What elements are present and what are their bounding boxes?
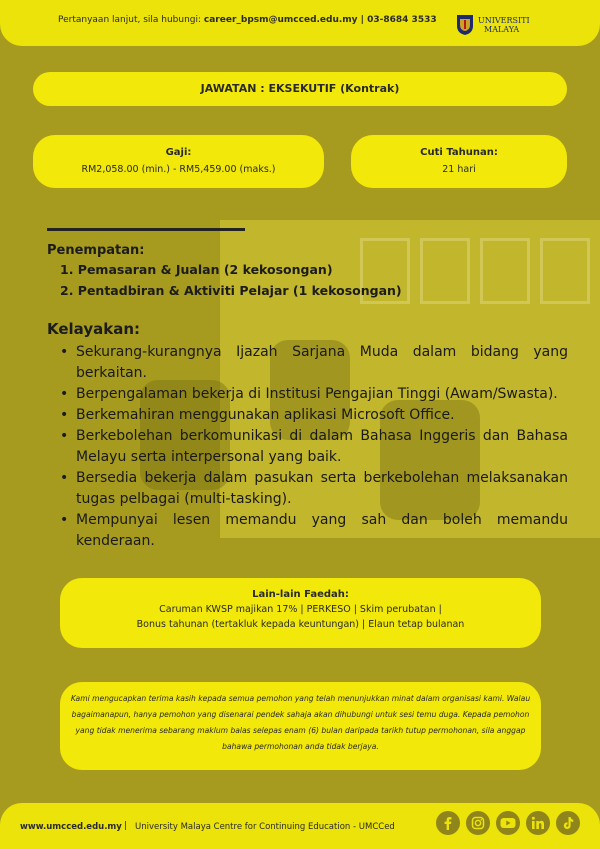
youtube-icon[interactable] <box>496 811 520 835</box>
leave-title: Cuti Tahunan: <box>420 147 498 158</box>
contact-info <box>58 15 437 25</box>
salary-value: RM2,058.00 (min.) - RM5,459.00 (maks.) <box>81 164 276 175</box>
notice-box <box>60 682 541 770</box>
notice-text: Kami mengucapkan terima kasih kepada semua pemohon yang telah menunjukkan minat dalam organisasi kami. Walau bagaimanapun, hanya pemohon yang disenarai pendek sahaja akan dihubungi untuk sesi temu duga. Kepada pemohon yang tidak menerima sebarang maklum balas selepas enam (6) bulan daripada tarikh tutup permohonan, sila anggap bahawa permohonan anda tidak berjaya. <box>70 694 531 751</box>
qualification-item: • Berkemahiran menggunakan aplikasi Microsoft Office. <box>60 405 568 426</box>
placement-item: 2. Pentadbiran & Aktiviti Pelajar (1 kekosongan) <box>60 283 402 298</box>
placement-heading: Penempatan: <box>47 243 145 258</box>
contact-prefix: Pertanyaan lanjut, sila hubungi: <box>58 15 204 25</box>
instagram-icon[interactable] <box>466 811 490 835</box>
qualification-item: • Berkebolehan berkomunikasi di dalam Bahasa Inggeris dan Bahasa Melayu serta interpersonal yang baik. <box>60 426 568 468</box>
qualifications-list <box>60 342 568 552</box>
placement-list <box>60 262 402 304</box>
placement-item: 1. Pemasaran & Jualan (2 kekosongan) <box>60 262 333 277</box>
crest-icon <box>456 14 474 36</box>
position-pill <box>33 72 567 106</box>
contact-phone[interactable]: 03-8684 3533 <box>367 15 437 25</box>
tiktok-icon[interactable] <box>556 811 580 835</box>
leave-box <box>351 135 567 188</box>
qualification-item: • Mempunyai lesen memandu yang sah dan boleh memandu kenderaan. <box>60 510 568 552</box>
contact-separator: | <box>357 15 368 25</box>
header-bar <box>0 0 600 46</box>
contact-email[interactable]: career_bpsm@umcced.edu.my <box>203 15 358 25</box>
qualification-item: • Bersedia bekerja dalam pasukan serta berkebolehan melaksanakan tugas pelbagai (multi-tasking). <box>60 468 568 510</box>
qualifications-heading: Kelayakan: <box>47 320 141 338</box>
facebook-icon[interactable] <box>436 811 460 835</box>
qualification-item: • Berpengalaman bekerja di Institusi Pengajian Tinggi (Awam/Swasta). <box>60 384 568 405</box>
leave-value: 21 hari <box>442 164 476 175</box>
benefits-box <box>60 578 541 648</box>
salary-box <box>33 135 324 188</box>
benefits-line: Caruman KWSP majikan 17% | PERKESO | Skim perubatan | <box>159 604 442 615</box>
um-logo <box>456 14 530 36</box>
website-link[interactable]: www.umcced.edu.my <box>20 822 122 832</box>
benefits-line: Bonus tahunan (tertakluk kepada keuntungan) | Elaun tetap bulanan <box>136 619 465 630</box>
logo-line2: MALAYA <box>484 25 520 34</box>
linkedin-icon[interactable] <box>526 811 550 835</box>
qualification-item: • Sekurang-kurangnya Ijazah Sarjana Muda dalam bidang yang berkaitan. <box>60 342 568 384</box>
logo-line1: UNIVERSITI <box>478 16 530 25</box>
position-label: JAWATAN : EKSEKUTIF (Kontrak) <box>200 82 400 95</box>
social-links <box>436 811 580 835</box>
section-divider <box>47 228 245 231</box>
footer-separator: | <box>124 821 128 831</box>
salary-title: Gaji: <box>165 147 192 158</box>
organization-name: University Malaya Centre for Continuing Education - UMCCed <box>135 822 395 832</box>
benefits-title: Lain-lain Faedah: <box>252 589 349 600</box>
